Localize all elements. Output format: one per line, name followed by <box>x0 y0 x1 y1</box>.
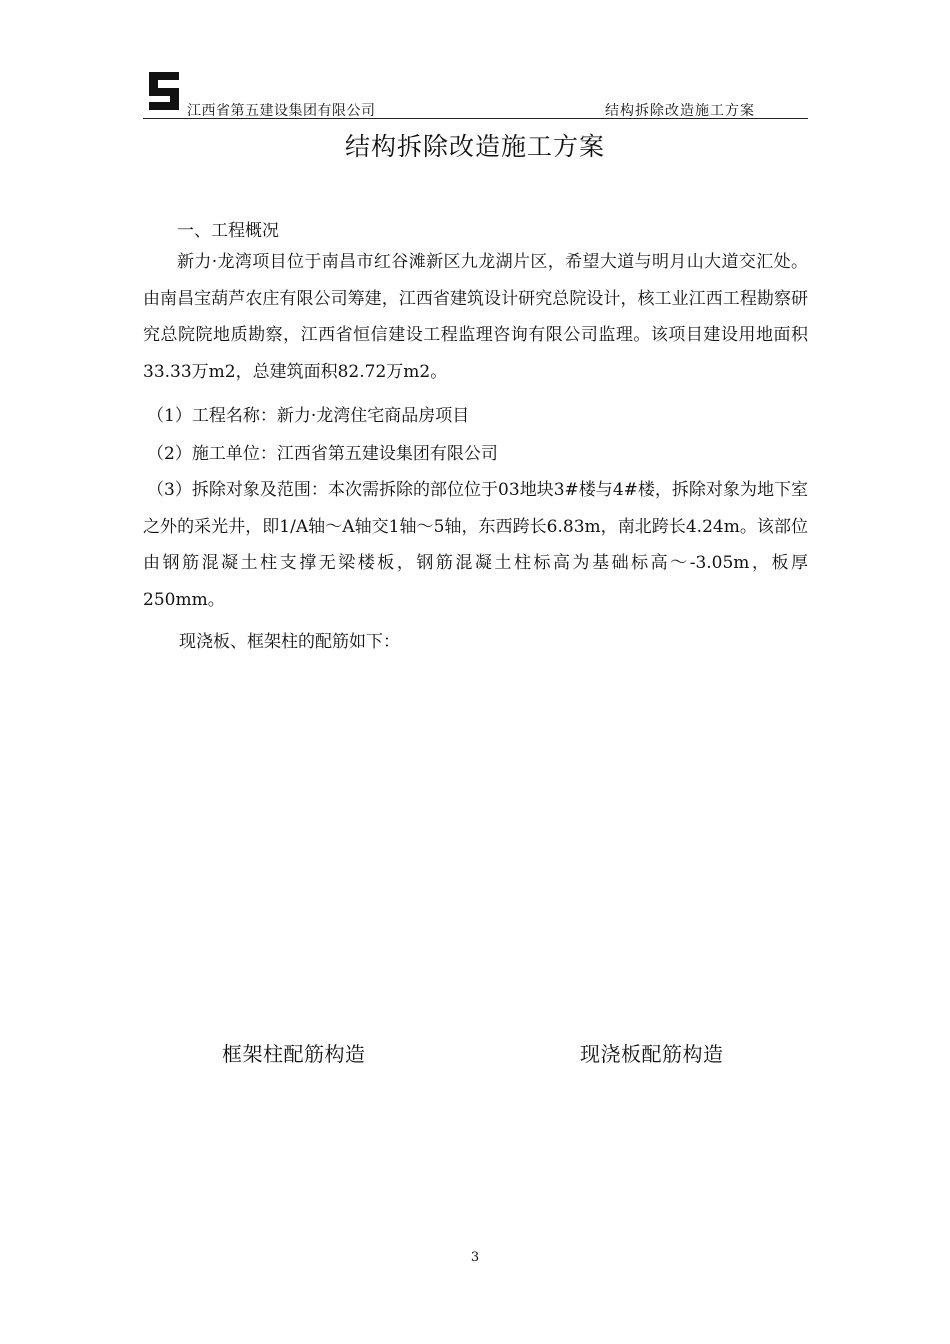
company-logo <box>143 68 185 114</box>
section-heading: 一、工程概况 <box>177 221 279 241</box>
page-header <box>143 68 808 119</box>
project-name-item: （1）工程名称：新力·龙湾住宅商品房项目 <box>147 406 470 426</box>
rebar-intro: 现浇板、框架柱的配筋如下： <box>179 632 400 652</box>
header-document-name: 结构拆除改造施工方案 <box>605 103 755 119</box>
column-rebar-caption: 框架柱配筋构造 <box>222 1042 366 1066</box>
project-overview-paragraph: 新力·龙湾项目位于南昌市红谷滩新区九龙湖片区，希望大道与明月山大道交汇处。由南昌宝葫芦农庄有限公司筹建，江西省建筑设计研究总院设计，核工业江西工程勘察研究总院院地质勘察，江西省恒信建设工程监理咨询有限公司监理。该项目建设用地面积33.33万m2，总建筑面积82.72万m2。 <box>143 252 808 382</box>
page-number: 3 <box>470 1250 480 1265</box>
document-title: 结构拆除改造施工方案 <box>344 132 605 161</box>
header-company-name: 江西省第五建设集团有限公司 <box>187 103 376 119</box>
slab-rebar-caption: 现浇板配筋构造 <box>580 1042 724 1066</box>
contractor-item: （2）施工单位：江西省第五建设集团有限公司 <box>147 444 498 464</box>
demolition-scope-item: （3）拆除对象及范围：本次需拆除的部位位于03地块3#楼与4#楼，拆除对象为地下室之外的采光井，即1/A轴～A轴交1轴～5轴，东西跨长6.83m，南北跨长4.24m。该部位由钢筋混凝土柱支撑无梁楼板，钢筋混凝土柱标高为基础标高～-3.05m，板厚250mm。 <box>143 480 808 610</box>
